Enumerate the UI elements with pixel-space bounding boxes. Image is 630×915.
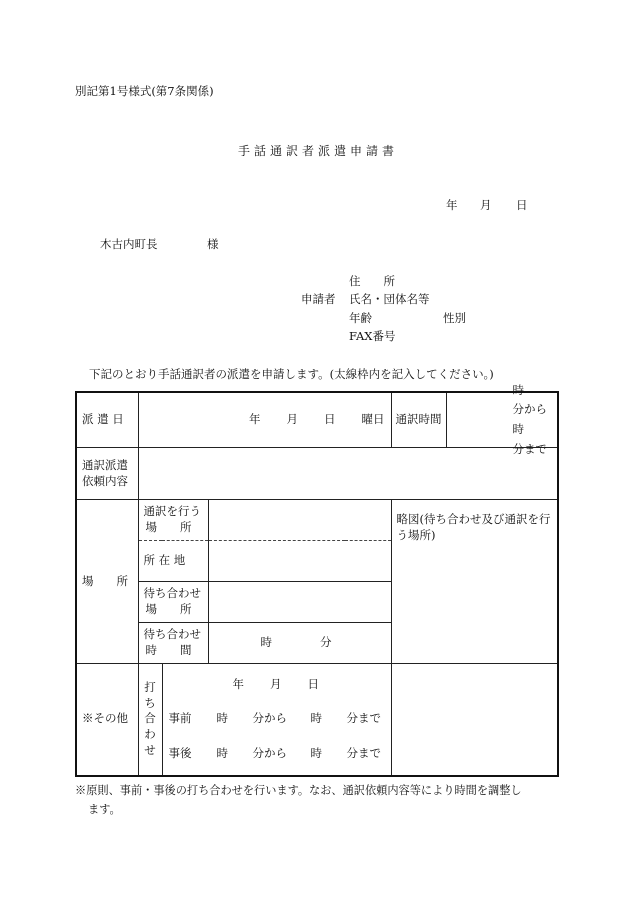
meet-place-label: 待ち合わせ 場 所 xyxy=(138,582,208,623)
document-title: 手話通訳者派遣申請書 xyxy=(238,144,399,158)
applicant-address-label: 住 所 xyxy=(349,274,395,288)
dispatch-weekday: 曜日 xyxy=(361,412,385,427)
applicant-name-label: 氏名・団体名等 xyxy=(349,292,430,306)
meet-time-field[interactable] xyxy=(208,623,391,664)
addressee: 木古内町長 xyxy=(100,237,158,251)
application-table xyxy=(75,382,559,777)
meet-min: 分 xyxy=(320,635,332,650)
location-label: 所 在 地 xyxy=(138,541,208,582)
consult-year: 年 xyxy=(232,676,244,691)
applicant-age-label: 年齢 xyxy=(349,311,372,325)
meet-hour: 時 xyxy=(260,635,272,650)
consult-fields[interactable] xyxy=(162,664,391,776)
time-from-hour: 時 xyxy=(512,382,524,397)
meet-time-label: 待ち合わせ 時 間 xyxy=(138,623,208,664)
dispatch-date-field[interactable] xyxy=(138,392,391,448)
date-day-label: 日 xyxy=(516,198,528,212)
location-field[interactable] xyxy=(208,541,391,582)
form-reference: 別記第1号様式(第7条関係) xyxy=(75,84,214,98)
request-content-label: 通訳派遣 依頼内容 xyxy=(76,448,138,500)
intro-text: 下記のとおり手話通訳者の派遣を申請します。(太線枠内を記入してください。) xyxy=(89,367,494,381)
consult-month: 月 xyxy=(270,676,282,691)
consult-before-row: 事前 時 分から 時 分まで xyxy=(168,711,381,726)
applicant-label: 申請者 xyxy=(301,292,336,306)
honorific: 様 xyxy=(207,237,219,251)
dispatch-year: 年 xyxy=(249,412,261,427)
venue-label: 通訳を行う 場 所 xyxy=(138,500,208,541)
other-empty-cell xyxy=(391,664,558,776)
applicant-fax-label: FAX番号 xyxy=(349,329,396,343)
footnote-line1: ※原則、事前・事後の打ち合わせを行います。なお、通訳依頼内容等により時間を調整し xyxy=(75,784,522,797)
dispatch-month: 月 xyxy=(286,412,298,427)
date-month-label: 月 xyxy=(480,198,492,212)
meet-place-field[interactable] xyxy=(208,582,391,623)
applicant-sex-label: 性別 xyxy=(443,311,466,325)
other-label: ※その他 xyxy=(76,664,138,776)
dispatch-date-label: 派 遣 日 xyxy=(76,392,138,448)
interp-time-cell[interactable] xyxy=(391,382,558,456)
dispatch-day: 日 xyxy=(324,412,336,427)
request-content-field[interactable] xyxy=(138,448,558,500)
map-area[interactable] xyxy=(391,500,558,664)
place-label: 場 所 xyxy=(76,500,138,664)
map-label: 略図(待ち合わせ及び通訳を行う場所) xyxy=(396,512,551,542)
interp-time-label: 通訳時間 xyxy=(392,393,447,447)
date-year-label: 年 xyxy=(446,198,458,212)
time-from-min: 分から xyxy=(512,402,547,417)
consult-day: 日 xyxy=(307,676,319,691)
time-to-hour: 時 xyxy=(512,422,524,436)
venue-field[interactable] xyxy=(208,500,391,541)
footnote-line2: ます。 xyxy=(88,803,121,816)
time-to-min: 分まで xyxy=(512,441,547,456)
consult-vertical-label: 打 ち 合 わ せ xyxy=(138,664,162,776)
consult-after-row: 事後 時 分から 時 分まで xyxy=(168,746,381,761)
